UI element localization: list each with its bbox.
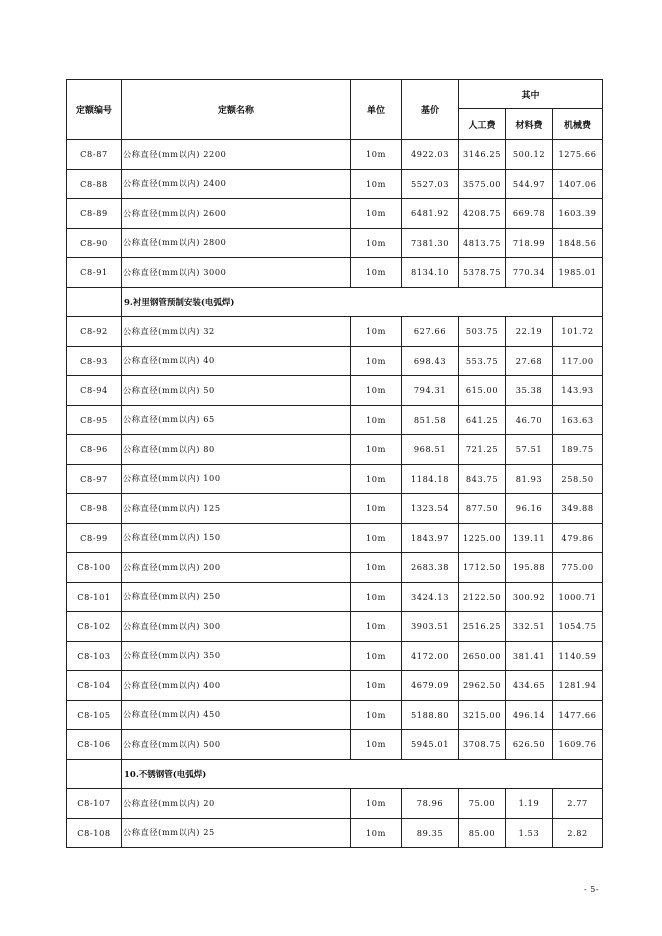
cell-unit: 10m <box>351 523 402 553</box>
cell-machine: 101.72 <box>553 317 603 347</box>
cell-labor: 3146.25 <box>459 140 506 170</box>
cell-name: 公称直径(mm以内) 2400 <box>122 169 351 199</box>
header-unit: 单位 <box>351 80 402 140</box>
header-code: 定额编号 <box>67 80 122 140</box>
cell-labor: 4813.75 <box>459 228 506 258</box>
cell-material: 46.70 <box>506 405 553 435</box>
cell-code: C8-108 <box>67 818 122 848</box>
cell-base: 1323.54 <box>402 494 459 524</box>
cell-labor: 3708.75 <box>459 730 506 760</box>
cell-base: 1184.18 <box>402 464 459 494</box>
cell-code: C8-103 <box>67 641 122 671</box>
cell-code: C8-93 <box>67 346 122 376</box>
cell-name: 公称直径(mm以内) 125 <box>122 494 351 524</box>
cell-unit: 10m <box>351 376 402 406</box>
cell-base: 968.51 <box>402 435 459 465</box>
quota-table <box>66 79 603 848</box>
table-row <box>67 494 603 524</box>
cell-labor: 5378.75 <box>459 258 506 288</box>
cell-machine: 1603.39 <box>553 199 603 229</box>
cell-material: 544.97 <box>506 169 553 199</box>
cell-machine: 775.00 <box>553 553 603 583</box>
cell-labor: 843.75 <box>459 464 506 494</box>
table-row <box>67 700 603 730</box>
cell-name: 公称直径(mm以内) 350 <box>122 641 351 671</box>
cell-material: 195.88 <box>506 553 553 583</box>
cell-name: 公称直径(mm以内) 65 <box>122 405 351 435</box>
cell-labor: 85.00 <box>459 818 506 848</box>
cell-material: 300.92 <box>506 582 553 612</box>
header-name: 定额名称 <box>122 80 351 140</box>
cell-name: 公称直径(mm以内) 300 <box>122 612 351 642</box>
section-title: 9.衬里钢管预制安装(电弧焊) <box>122 287 603 317</box>
cell-labor: 615.00 <box>459 376 506 406</box>
cell-base: 78.96 <box>402 789 459 819</box>
cell-base: 3903.51 <box>402 612 459 642</box>
cell-name: 公称直径(mm以内) 20 <box>122 789 351 819</box>
cell-machine: 1407.06 <box>553 169 603 199</box>
cell-machine: 1985.01 <box>553 258 603 288</box>
cell-unit: 10m <box>351 405 402 435</box>
cell-material: 96.16 <box>506 494 553 524</box>
cell-name: 公称直径(mm以内) 250 <box>122 582 351 612</box>
cell-name: 公称直径(mm以内) 2800 <box>122 228 351 258</box>
cell-code: C8-88 <box>67 169 122 199</box>
cell-name: 公称直径(mm以内) 100 <box>122 464 351 494</box>
cell-material: 22.19 <box>506 317 553 347</box>
table-row <box>67 258 603 288</box>
cell-unit: 10m <box>351 700 402 730</box>
cell-name: 公称直径(mm以内) 32 <box>122 317 351 347</box>
cell-machine: 479.86 <box>553 523 603 553</box>
cell-material: 669.78 <box>506 199 553 229</box>
cell-base: 5527.03 <box>402 169 459 199</box>
cell-machine: 1281.94 <box>553 671 603 701</box>
table-row <box>67 730 603 760</box>
table-row <box>67 464 603 494</box>
cell-unit: 10m <box>351 582 402 612</box>
cell-base: 6481.92 <box>402 199 459 229</box>
cell-base: 851.58 <box>402 405 459 435</box>
cell-code: C8-94 <box>67 376 122 406</box>
cell-name: 公称直径(mm以内) 150 <box>122 523 351 553</box>
header-group: 其中 <box>459 80 603 109</box>
cell-machine: 163.63 <box>553 405 603 435</box>
cell-machine: 1054.75 <box>553 612 603 642</box>
section-title: 10.不锈钢管(电弧焊) <box>122 759 603 789</box>
cell-code: C8-100 <box>67 553 122 583</box>
cell-unit: 10m <box>351 818 402 848</box>
cell-base: 627.66 <box>402 317 459 347</box>
cell-name: 公称直径(mm以内) 500 <box>122 730 351 760</box>
cell-machine: 117.00 <box>553 346 603 376</box>
cell-name: 公称直径(mm以内) 200 <box>122 553 351 583</box>
cell-base: 698.43 <box>402 346 459 376</box>
cell-base: 8134.10 <box>402 258 459 288</box>
cell-code: C8-98 <box>67 494 122 524</box>
table-row <box>67 140 603 170</box>
cell-base: 3424.13 <box>402 582 459 612</box>
cell-base: 4922.03 <box>402 140 459 170</box>
table-row <box>67 346 603 376</box>
cell-machine: 2.82 <box>553 818 603 848</box>
cell-labor: 4208.75 <box>459 199 506 229</box>
header-material: 材料费 <box>506 109 553 140</box>
cell-code: C8-89 <box>67 199 122 229</box>
cell-material: 496.14 <box>506 700 553 730</box>
cell-material: 718.99 <box>506 228 553 258</box>
cell-name: 公称直径(mm以内) 450 <box>122 700 351 730</box>
cell-machine: 1848.56 <box>553 228 603 258</box>
header-labor: 人工费 <box>459 109 506 140</box>
table-row <box>67 553 603 583</box>
cell-unit: 10m <box>351 346 402 376</box>
section-row <box>67 287 603 317</box>
cell-material: 35.38 <box>506 376 553 406</box>
cell-unit: 10m <box>351 169 402 199</box>
cell-base: 4679.09 <box>402 671 459 701</box>
cell-base: 794.31 <box>402 376 459 406</box>
cell-base: 1843.97 <box>402 523 459 553</box>
cell-labor: 641.25 <box>459 405 506 435</box>
cell-machine: 1477.66 <box>553 700 603 730</box>
page-number: - 5- <box>584 885 600 894</box>
section-row <box>67 759 603 789</box>
table-row <box>67 405 603 435</box>
table-row <box>67 523 603 553</box>
cell-name: 公称直径(mm以内) 80 <box>122 435 351 465</box>
cell-labor: 3215.00 <box>459 700 506 730</box>
cell-unit: 10m <box>351 671 402 701</box>
cell-code: C8-95 <box>67 405 122 435</box>
table-row <box>67 818 603 848</box>
table-row <box>67 228 603 258</box>
cell-unit: 10m <box>351 228 402 258</box>
cell-unit: 10m <box>351 641 402 671</box>
cell-machine: 2.77 <box>553 789 603 819</box>
table-row <box>67 789 603 819</box>
table-row <box>67 435 603 465</box>
cell-material: 770.34 <box>506 258 553 288</box>
cell-code: C8-101 <box>67 582 122 612</box>
cell-code: C8-91 <box>67 258 122 288</box>
section-blank <box>67 287 122 317</box>
header-machine: 机械费 <box>553 109 603 140</box>
cell-unit: 10m <box>351 435 402 465</box>
cell-material: 27.68 <box>506 346 553 376</box>
cell-base: 5188.80 <box>402 700 459 730</box>
cell-machine: 1275.66 <box>553 140 603 170</box>
cell-name: 公称直径(mm以内) 400 <box>122 671 351 701</box>
cell-name: 公称直径(mm以内) 50 <box>122 376 351 406</box>
cell-labor: 75.00 <box>459 789 506 819</box>
cell-unit: 10m <box>351 612 402 642</box>
cell-labor: 3575.00 <box>459 169 506 199</box>
table-row <box>67 169 603 199</box>
cell-material: 139.11 <box>506 523 553 553</box>
cell-code: C8-102 <box>67 612 122 642</box>
cell-unit: 10m <box>351 199 402 229</box>
cell-labor: 2516.25 <box>459 612 506 642</box>
cell-machine: 1140.59 <box>553 641 603 671</box>
table-row <box>67 582 603 612</box>
cell-unit: 10m <box>351 730 402 760</box>
cell-labor: 1712.50 <box>459 553 506 583</box>
table-row <box>67 317 603 347</box>
cell-machine: 189.75 <box>553 435 603 465</box>
table-row <box>67 199 603 229</box>
table-row <box>67 671 603 701</box>
cell-name: 公称直径(mm以内) 2600 <box>122 199 351 229</box>
cell-base: 89.35 <box>402 818 459 848</box>
cell-material: 381.41 <box>506 641 553 671</box>
cell-material: 1.53 <box>506 818 553 848</box>
table-row <box>67 641 603 671</box>
cell-labor: 1225.00 <box>459 523 506 553</box>
cell-labor: 2962.50 <box>459 671 506 701</box>
cell-code: C8-107 <box>67 789 122 819</box>
cell-code: C8-105 <box>67 700 122 730</box>
cell-material: 626.50 <box>506 730 553 760</box>
cell-name: 公称直径(mm以内) 25 <box>122 818 351 848</box>
cell-material: 1.19 <box>506 789 553 819</box>
cell-unit: 10m <box>351 317 402 347</box>
cell-name: 公称直径(mm以内) 3000 <box>122 258 351 288</box>
cell-base: 2683.38 <box>402 553 459 583</box>
table-body <box>67 140 603 848</box>
cell-code: C8-96 <box>67 435 122 465</box>
cell-material: 57.51 <box>506 435 553 465</box>
cell-machine: 349.88 <box>553 494 603 524</box>
cell-material: 500.12 <box>506 140 553 170</box>
cell-name: 公称直径(mm以内) 40 <box>122 346 351 376</box>
cell-code: C8-97 <box>67 464 122 494</box>
cell-code: C8-90 <box>67 228 122 258</box>
cell-material: 81.93 <box>506 464 553 494</box>
cell-name: 公称直径(mm以内) 2200 <box>122 140 351 170</box>
cell-code: C8-106 <box>67 730 122 760</box>
table-row <box>67 612 603 642</box>
cell-labor: 2650.00 <box>459 641 506 671</box>
cell-machine: 1609.76 <box>553 730 603 760</box>
cell-labor: 877.50 <box>459 494 506 524</box>
cell-machine: 143.93 <box>553 376 603 406</box>
cell-code: C8-104 <box>67 671 122 701</box>
cell-unit: 10m <box>351 789 402 819</box>
cell-material: 332.51 <box>506 612 553 642</box>
cell-base: 7381.30 <box>402 228 459 258</box>
cell-base: 5945.01 <box>402 730 459 760</box>
cell-code: C8-92 <box>67 317 122 347</box>
cell-machine: 1000.71 <box>553 582 603 612</box>
cell-material: 434.65 <box>506 671 553 701</box>
cell-unit: 10m <box>351 258 402 288</box>
cell-labor: 721.25 <box>459 435 506 465</box>
cell-code: C8-99 <box>67 523 122 553</box>
cell-unit: 10m <box>351 494 402 524</box>
cell-labor: 503.75 <box>459 317 506 347</box>
cell-labor: 553.75 <box>459 346 506 376</box>
cell-unit: 10m <box>351 140 402 170</box>
cell-labor: 2122.50 <box>459 582 506 612</box>
cell-unit: 10m <box>351 464 402 494</box>
cell-unit: 10m <box>351 553 402 583</box>
table-row <box>67 376 603 406</box>
header-base-price: 基价 <box>402 80 459 140</box>
cell-base: 4172.00 <box>402 641 459 671</box>
cell-code: C8-87 <box>67 140 122 170</box>
section-blank <box>67 759 122 789</box>
cell-machine: 258.50 <box>553 464 603 494</box>
